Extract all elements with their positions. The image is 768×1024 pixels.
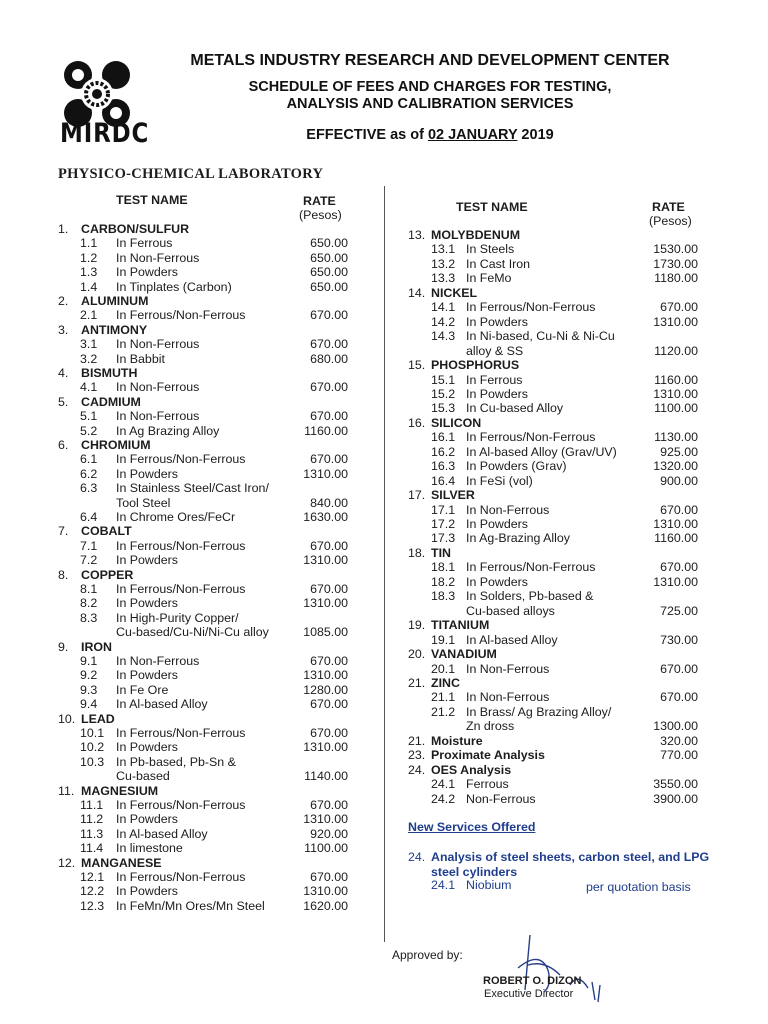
test-number: 14.3 xyxy=(431,329,456,344)
new-service-number: 24. xyxy=(408,850,426,864)
test-number: 16.2 xyxy=(431,444,456,459)
new-service-sub-name: Niobium xyxy=(466,878,512,892)
category-number: 6. xyxy=(58,438,69,452)
test-rate: 730.00 xyxy=(660,632,698,647)
category-number: 11. xyxy=(58,783,75,798)
test-number: 10.3 xyxy=(80,754,105,769)
test-number: 24.1 xyxy=(431,777,456,792)
test-name: In Non-Ferrous xyxy=(466,502,550,517)
test-name: In Ferrous/Non-Ferrous xyxy=(116,308,246,323)
test-rate: 1085.00 xyxy=(303,625,348,640)
test-rate: 670.00 xyxy=(310,870,348,884)
test-name: In Pb-based, Pb-Sn & xyxy=(116,754,236,769)
category-number: 24. xyxy=(408,762,426,777)
test-rate: 1100.00 xyxy=(304,841,348,856)
test-rate: 1320.00 xyxy=(653,459,698,474)
test-number: 13.2 xyxy=(431,256,456,271)
test-rate: 650.00 xyxy=(310,250,348,265)
test-name: In Steels xyxy=(466,242,515,257)
category-name: COBALT xyxy=(81,524,132,539)
test-rate: 1160.00 xyxy=(654,531,698,546)
test-rate: 1310.00 xyxy=(303,740,348,755)
test-number: 6.4 xyxy=(80,510,98,524)
category-name: VANADIUM xyxy=(431,647,497,662)
test-rate: 1630.00 xyxy=(303,510,348,524)
test-rate: 1310.00 xyxy=(653,517,698,531)
test-rate: 3550.00 xyxy=(653,777,698,792)
test-number: 5.2 xyxy=(80,423,98,438)
approver-name: ROBERT O. DIZON xyxy=(483,975,582,987)
test-name: In Ferrous/Non-Ferrous xyxy=(116,582,246,596)
test-rate: 1160.00 xyxy=(304,423,348,438)
category-name: MOLYBDENUM xyxy=(431,228,521,242)
test-name: In Powders (Grav) xyxy=(466,459,567,474)
logo-wordmark: MIRDC xyxy=(60,118,150,149)
test-name: In Non-Ferrous xyxy=(466,690,550,705)
test-rate: 670.00 xyxy=(660,690,698,705)
test-name: In Ferrous/Non-Ferrous xyxy=(116,798,246,812)
test-name: In Powders xyxy=(116,812,178,827)
test-number: 17.2 xyxy=(431,517,456,531)
test-rate: 1730.00 xyxy=(653,256,698,271)
test-name: In FeMo xyxy=(466,271,512,286)
category-number: 4. xyxy=(58,366,69,380)
test-number: 20.1 xyxy=(431,661,456,676)
category-number: 9. xyxy=(58,639,69,654)
category-name: PHOSPHORUS xyxy=(431,358,520,373)
schedule-title-line2: ANALYSIS AND CALIBRATION SERVICES xyxy=(286,96,574,112)
test-rate: 670.00 xyxy=(310,582,348,596)
test-rate: 680.00 xyxy=(310,351,348,366)
test-rate: 1300.00 xyxy=(653,719,698,734)
right-test-name-header: TEST NAME xyxy=(456,200,528,214)
effective-date-line xyxy=(130,127,730,143)
category-number: 23. xyxy=(408,748,426,763)
test-name: In Powders xyxy=(116,265,178,280)
test-name-continued: Tool Steel xyxy=(116,495,171,510)
category-name: CARBON/SULFUR xyxy=(81,222,190,236)
test-rate: 1280.00 xyxy=(303,682,348,697)
test-name: In FeSi (vol) xyxy=(466,473,533,488)
test-name: In Ferrous/Non-Ferrous xyxy=(466,300,596,315)
test-name: In Solders, Pb-based & xyxy=(466,589,594,604)
test-rate: 670.00 xyxy=(310,697,348,712)
effective-year: 2019 xyxy=(517,127,554,143)
category-name: LEAD xyxy=(81,711,115,726)
test-rate: 900.00 xyxy=(660,473,698,488)
test-name: In Powders xyxy=(116,466,178,481)
test-rate: 1310.00 xyxy=(303,668,348,683)
category-number: 12. xyxy=(58,855,76,870)
test-name: In Powders xyxy=(116,740,178,755)
test-name: In Ag Brazing Alloy xyxy=(116,423,220,438)
category-number: 15. xyxy=(408,358,426,373)
category-number: 18. xyxy=(408,545,426,560)
test-number: 16.1 xyxy=(431,430,456,445)
test-name: In High-Purity Copper/ xyxy=(116,610,239,625)
test-number: 16.4 xyxy=(431,473,456,488)
test-number: 15.1 xyxy=(431,372,456,387)
test-number: 10.2 xyxy=(80,740,105,755)
test-number: 6.3 xyxy=(80,481,98,496)
test-rate: 1180.00 xyxy=(654,271,698,286)
test-rate: 1310.00 xyxy=(653,314,698,329)
test-number: 7.2 xyxy=(80,553,98,568)
test-number: 8.2 xyxy=(80,596,98,611)
test-rate: 1310.00 xyxy=(303,812,348,827)
test-rate: 670.00 xyxy=(310,798,348,812)
new-service-sub-number: 24.1 xyxy=(431,878,456,892)
category-name: ALUMINUM xyxy=(81,294,149,308)
test-rate: 1310.00 xyxy=(303,884,348,899)
test-rate: 3900.00 xyxy=(653,791,698,806)
test-number: 11.2 xyxy=(80,812,104,827)
test-number: 11.3 xyxy=(80,826,104,841)
test-rate: 725.00 xyxy=(660,603,698,618)
category-number: 19. xyxy=(408,618,426,633)
new-service-title: Analysis of steel sheets, carbon steel, and LPG steel cylinders xyxy=(431,850,710,879)
test-name: In Powders xyxy=(116,884,178,899)
test-name: In Non-Ferrous xyxy=(116,654,200,668)
test-rate: 670.00 xyxy=(310,409,348,424)
test-rate: 670.00 xyxy=(310,654,348,668)
test-number: 4.1 xyxy=(80,380,98,395)
test-number: 3.1 xyxy=(80,337,98,352)
left-rate-header: RATE xyxy=(303,194,336,208)
test-name: In Stainless Steel/Cast Iron/ xyxy=(116,481,269,496)
category-name: Proximate Analysis xyxy=(431,748,545,763)
test-rate: 670.00 xyxy=(660,560,698,575)
test-number: 12.2 xyxy=(80,884,105,899)
test-rate: 1100.00 xyxy=(654,401,698,416)
category-name: ZINC xyxy=(431,675,460,690)
category-number: 16. xyxy=(408,415,426,430)
test-name: In Chrome Ores/FeCr xyxy=(116,510,236,524)
test-rate: 670.00 xyxy=(660,661,698,676)
test-number: 11.1 xyxy=(80,798,104,812)
category-number: 10. xyxy=(58,711,76,726)
test-rate: 670.00 xyxy=(310,452,348,467)
test-number: 5.1 xyxy=(80,409,98,424)
test-name: In Ferrous/Non-Ferrous xyxy=(116,452,246,467)
test-name: In Powders xyxy=(466,574,528,589)
category-number: 7. xyxy=(58,524,69,539)
test-name: In Ferrous xyxy=(116,236,173,251)
test-name: In Non-Ferrous xyxy=(116,250,200,265)
test-number: 21.1 xyxy=(431,690,456,705)
test-name: In Powders xyxy=(116,668,178,683)
test-name: In limestone xyxy=(116,841,183,856)
test-name: In Non-Ferrous xyxy=(466,661,550,676)
test-number: 12.1 xyxy=(80,870,105,884)
test-number: 3.2 xyxy=(80,351,98,366)
test-rate: 670.00 xyxy=(310,308,348,323)
test-number: 18.1 xyxy=(431,560,456,575)
category-name: CHROMIUM xyxy=(81,438,151,452)
organization-name: METALS INDUSTRY RESEARCH AND DEVELOPMENT CENTER xyxy=(190,52,670,69)
approver-title: Executive Director xyxy=(484,988,574,1000)
category-name: OES Analysis xyxy=(431,762,512,777)
test-rate: 1310.00 xyxy=(303,596,348,611)
left-rate-unit: (Pesos) xyxy=(299,208,342,222)
test-rate: 670.00 xyxy=(310,380,348,395)
test-rate: 650.00 xyxy=(310,265,348,280)
test-number: 17.1 xyxy=(431,502,456,517)
test-name: In Non-Ferrous xyxy=(116,337,200,352)
test-name: In Cu-based Alloy xyxy=(466,401,564,416)
category-number: 2. xyxy=(58,294,69,308)
test-name: In Babbit xyxy=(116,351,165,366)
test-rate: 670.00 xyxy=(660,502,698,517)
category-number: 13. xyxy=(408,228,426,242)
test-number: 9.4 xyxy=(80,697,98,712)
test-rate: 1310.00 xyxy=(653,574,698,589)
new-service-rate: per quotation basis xyxy=(586,880,691,894)
test-name: In Ag-Brazing Alloy xyxy=(466,531,571,546)
test-number: 10.1 xyxy=(80,726,105,740)
test-name: In Non-Ferrous xyxy=(116,409,200,424)
test-number: 8.1 xyxy=(80,582,98,596)
category-name: TITANIUM xyxy=(431,618,490,633)
category-name: TIN xyxy=(431,545,451,560)
test-rate: 650.00 xyxy=(310,279,348,294)
test-name: In Powders xyxy=(466,517,528,531)
test-number: 1.1 xyxy=(80,236,98,251)
test-name: In Ferrous xyxy=(466,372,523,387)
test-rate: 1120.00 xyxy=(654,343,698,358)
right-fee-table xyxy=(408,228,708,818)
test-rate: 650.00 xyxy=(310,236,348,251)
test-name: In Powders xyxy=(466,314,528,329)
test-name: In Ferrous/Non-Ferrous xyxy=(116,726,246,740)
test-rate: 1130.00 xyxy=(654,430,698,445)
test-number: 1.4 xyxy=(80,279,98,294)
test-number: 11.4 xyxy=(80,841,104,856)
test-name-continued: alloy & SS xyxy=(466,343,524,358)
test-name-continued: Cu-based alloys xyxy=(466,603,555,618)
category-name: ANTIMONY xyxy=(81,322,148,337)
test-name: In Brass/ Ag Brazing Alloy/ xyxy=(466,704,612,719)
test-number: 24.2 xyxy=(431,791,456,806)
test-number: 16.3 xyxy=(431,459,456,474)
left-test-name-header: TEST NAME xyxy=(116,193,188,207)
test-name: In Ferrous/Non-Ferrous xyxy=(466,560,596,575)
effective-date: 02 JANUARY xyxy=(427,127,518,143)
test-name-continued: Zn dross xyxy=(466,719,515,734)
test-rate: 925.00 xyxy=(660,444,698,459)
test-rate: 670.00 xyxy=(310,726,348,740)
category-number: 5. xyxy=(58,394,69,409)
test-rate: 670.00 xyxy=(310,337,348,352)
category-name: IRON xyxy=(81,639,112,654)
test-rate: 1160.00 xyxy=(654,372,698,387)
column-divider xyxy=(384,186,385,942)
test-number: 18.3 xyxy=(431,589,456,604)
category-name: MAGNESIUM xyxy=(81,783,159,798)
test-rate: 840.00 xyxy=(310,495,348,510)
test-name-continued: Cu-based/Cu-Ni/Ni-Cu alloy xyxy=(116,625,269,640)
test-name: In Cast Iron xyxy=(466,256,531,271)
test-number: 18.2 xyxy=(431,574,456,589)
test-rate: 320.00 xyxy=(660,733,698,748)
test-number: 7.1 xyxy=(80,538,98,553)
category-name: COPPER xyxy=(81,567,134,582)
test-number: 19.1 xyxy=(431,632,456,647)
right-rate-unit: (Pesos) xyxy=(649,214,692,228)
test-name: In Non-Ferrous xyxy=(116,380,200,395)
new-services-heading: New Services Offered xyxy=(408,820,536,834)
category-name: SILVER xyxy=(431,488,475,503)
test-number: 15.3 xyxy=(431,401,456,416)
test-name: In Powders xyxy=(466,386,528,401)
test-rate: 770.00 xyxy=(660,748,698,763)
test-number: 14.1 xyxy=(431,300,456,315)
category-number: 3. xyxy=(58,322,69,337)
test-rate: 1530.00 xyxy=(653,242,698,257)
test-number: 12.3 xyxy=(80,898,105,913)
test-rate: 1620.00 xyxy=(303,898,348,913)
category-number: 21. xyxy=(408,733,426,748)
category-name: SILICON xyxy=(431,415,482,430)
test-number: 21.2 xyxy=(431,704,456,719)
test-rate: 920.00 xyxy=(310,826,348,841)
test-name: In Ni-based, Cu-Ni & Ni-Cu xyxy=(466,329,615,344)
section-title: PHYSICO-CHEMICAL LABORATORY xyxy=(58,166,324,182)
test-number: 9.3 xyxy=(80,682,98,697)
test-name: Ferrous xyxy=(466,777,509,792)
category-number: 20. xyxy=(408,647,426,662)
test-name: In Ferrous/Non-Ferrous xyxy=(116,870,246,884)
category-number: 17. xyxy=(408,488,426,503)
category-name: MANGANESE xyxy=(81,855,162,870)
category-name: BISMUTH xyxy=(81,366,138,380)
test-name: Non-Ferrous xyxy=(466,791,536,806)
test-rate: 1310.00 xyxy=(303,466,348,481)
category-number: 1. xyxy=(58,222,69,236)
test-name-continued: Cu-based xyxy=(116,769,170,784)
test-number: 17.3 xyxy=(431,531,456,546)
test-number: 8.3 xyxy=(80,610,98,625)
category-number: 21. xyxy=(408,675,426,690)
right-rate-header: RATE xyxy=(652,200,685,214)
test-rate: 1310.00 xyxy=(653,386,698,401)
test-number: 1.2 xyxy=(80,250,98,265)
test-rate: 670.00 xyxy=(660,300,698,315)
test-name: In Powders xyxy=(116,596,178,611)
test-name: In Al-based Alloy (Grav/UV) xyxy=(466,444,617,459)
test-rate: 670.00 xyxy=(310,538,348,553)
test-number: 13.1 xyxy=(431,242,456,257)
test-number: 6.2 xyxy=(80,466,98,481)
category-name: Moisture xyxy=(431,733,483,748)
test-number: 13.3 xyxy=(431,271,456,286)
test-name: In Tinplates (Carbon) xyxy=(116,279,232,294)
test-name: In Fe Ore xyxy=(116,682,169,697)
test-name: In Powders xyxy=(116,553,178,568)
test-name: In Ferrous/Non-Ferrous xyxy=(116,538,246,553)
test-number: 2.1 xyxy=(80,308,98,323)
approved-by-label: Approved by: xyxy=(392,948,463,962)
test-number: 1.3 xyxy=(80,265,98,280)
test-rate: 1310.00 xyxy=(303,553,348,568)
left-fee-table xyxy=(58,222,358,922)
category-number: 8. xyxy=(58,567,69,582)
test-number: 9.1 xyxy=(80,654,98,668)
test-number: 9.2 xyxy=(80,668,98,683)
category-number: 14. xyxy=(408,285,426,300)
test-name: In Al-based Alloy xyxy=(466,632,558,647)
test-number: 6.1 xyxy=(80,452,98,467)
category-name: NICKEL xyxy=(431,285,478,300)
effective-prefix: EFFECTIVE as of xyxy=(306,127,428,143)
test-name: In FeMn/Mn Ores/Mn Steel xyxy=(116,898,265,913)
schedule-title-line1: SCHEDULE OF FEES AND CHARGES FOR TESTING, xyxy=(248,79,612,95)
test-number: 15.2 xyxy=(431,386,456,401)
test-name: In Al-based Alloy xyxy=(116,826,208,841)
test-rate: 1140.00 xyxy=(304,769,348,784)
test-number: 14.2 xyxy=(431,314,456,329)
category-name: CADMIUM xyxy=(81,394,141,409)
test-name: In Al-based Alloy xyxy=(116,697,208,712)
test-name: In Ferrous/Non-Ferrous xyxy=(466,430,596,445)
